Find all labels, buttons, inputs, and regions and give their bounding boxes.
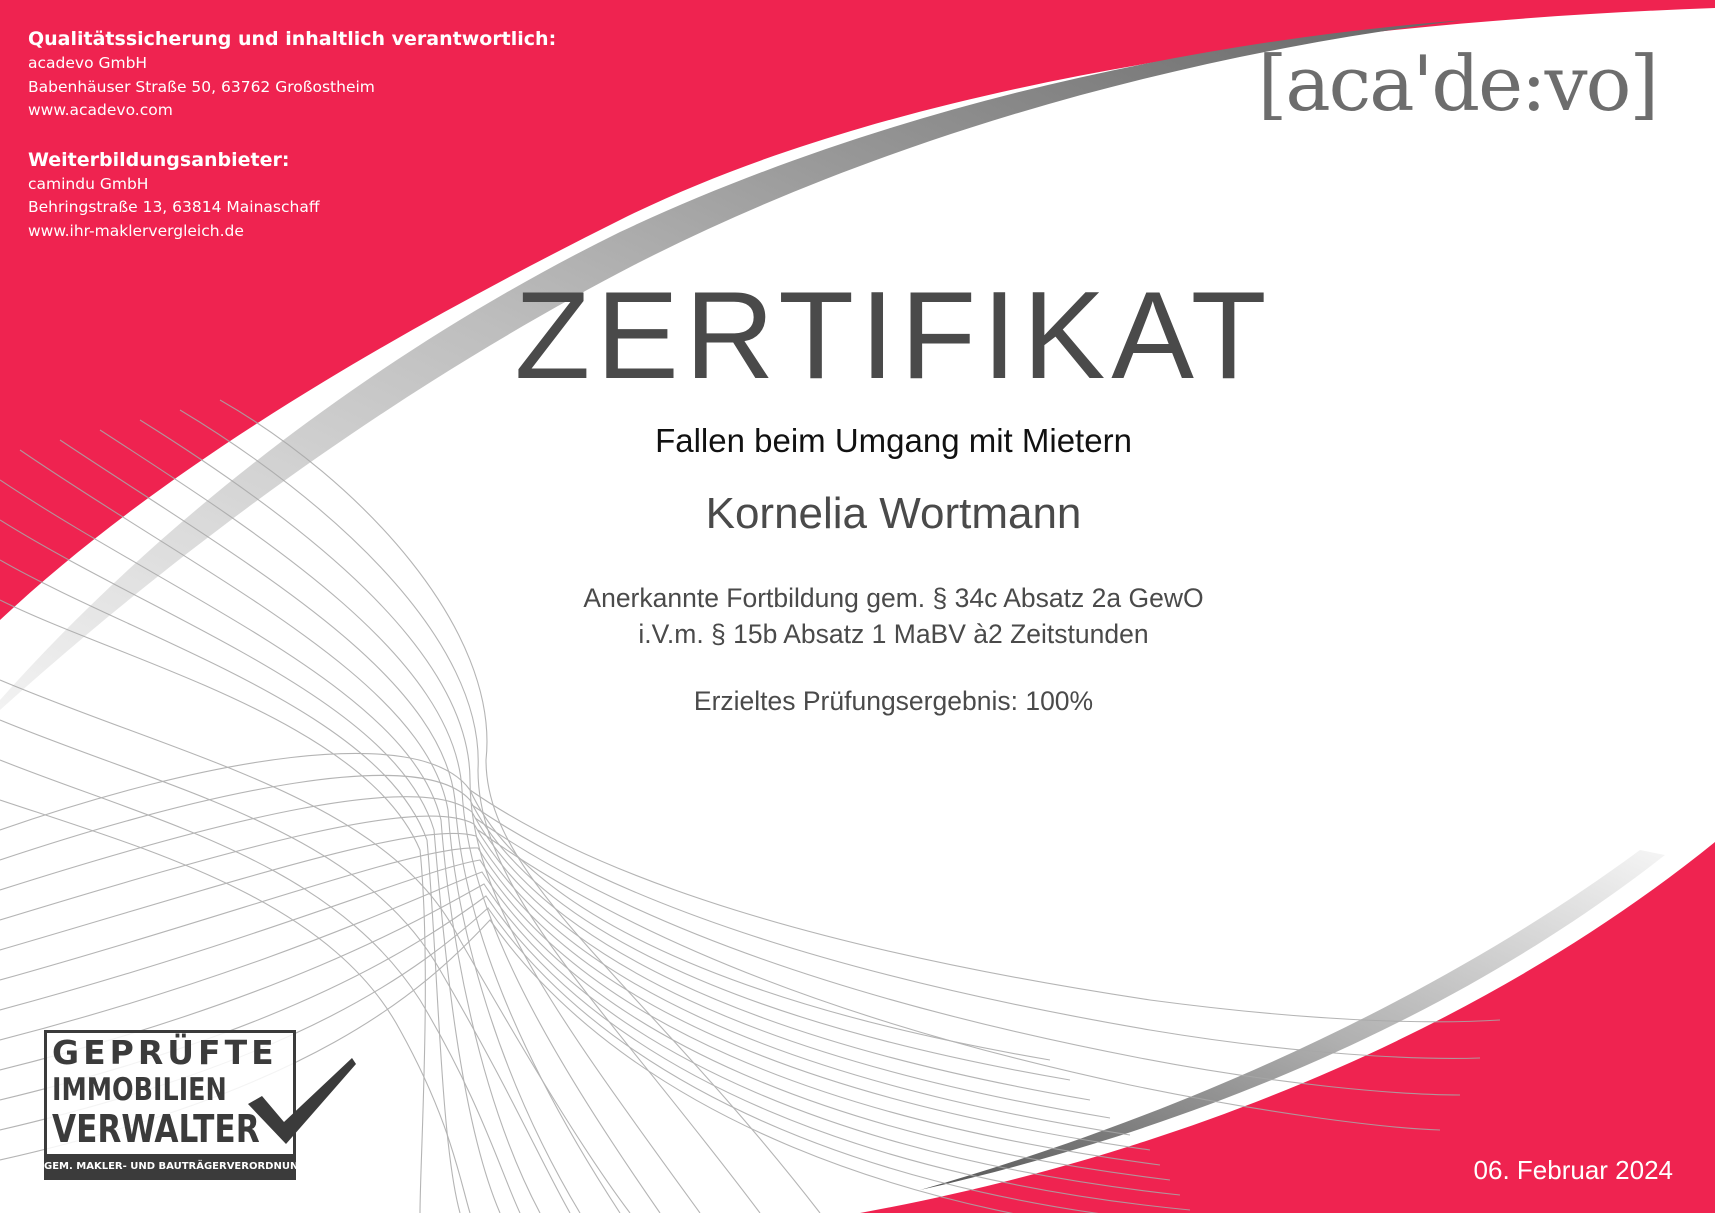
participant-name: Kornelia Wortmann — [705, 489, 1082, 538]
recognition-text — [0, 580, 1715, 652]
quality-website: www.acadevo.com — [28, 101, 173, 119]
result-label: Erzieltes Prüfungsergebnis: — [693, 686, 1018, 716]
quality-heading: Qualitätssicherung und inhaltlich verantwortlich: — [28, 28, 557, 50]
issue-date: 06. Februar 2024 — [1473, 1155, 1673, 1185]
badge-footer: GEM. MAKLER- UND BAUTRÄGERVERORDNUNG §15B — [44, 1154, 296, 1180]
certificate-title: ZERTIFIKAT — [514, 267, 1273, 405]
recognition-line-1: Anerkannte Fortbildung gem. § 34c Absatz 2a GewO — [583, 583, 1204, 613]
acadevo-logo: [aca'de:vo] — [1257, 39, 1657, 128]
certified-badge — [44, 1030, 354, 1182]
issuer-info — [28, 26, 556, 243]
quality-company: acadevo GmbH — [28, 54, 148, 72]
exam-result — [0, 688, 1715, 715]
badge-line-3: VERWALTER — [52, 1107, 260, 1151]
provider-address: Behringstraße 13, 63814 Mainaschaff — [28, 198, 320, 216]
checkmark-icon — [240, 1052, 360, 1152]
result-value: 100% — [1025, 686, 1094, 716]
provider-website: www.ihr-maklervergleich.de — [28, 221, 244, 240]
provider-company: camindu GmbH — [28, 174, 149, 193]
recognition-line-2: i.V.m. § 15b Absatz 1 MaBV à2 Zeitstunden — [638, 619, 1149, 649]
badge-line-2: IMMOBILIEN — [52, 1072, 227, 1108]
quality-address: Babenhäuser Straße 50, 63762 Großostheim — [28, 77, 375, 96]
provider-heading: Weiterbildungsanbieter: — [28, 148, 290, 171]
badge-line-1: GEPRÜFTE — [52, 1033, 278, 1072]
course-name: Fallen beim Umgang mit Mietern — [655, 422, 1132, 459]
